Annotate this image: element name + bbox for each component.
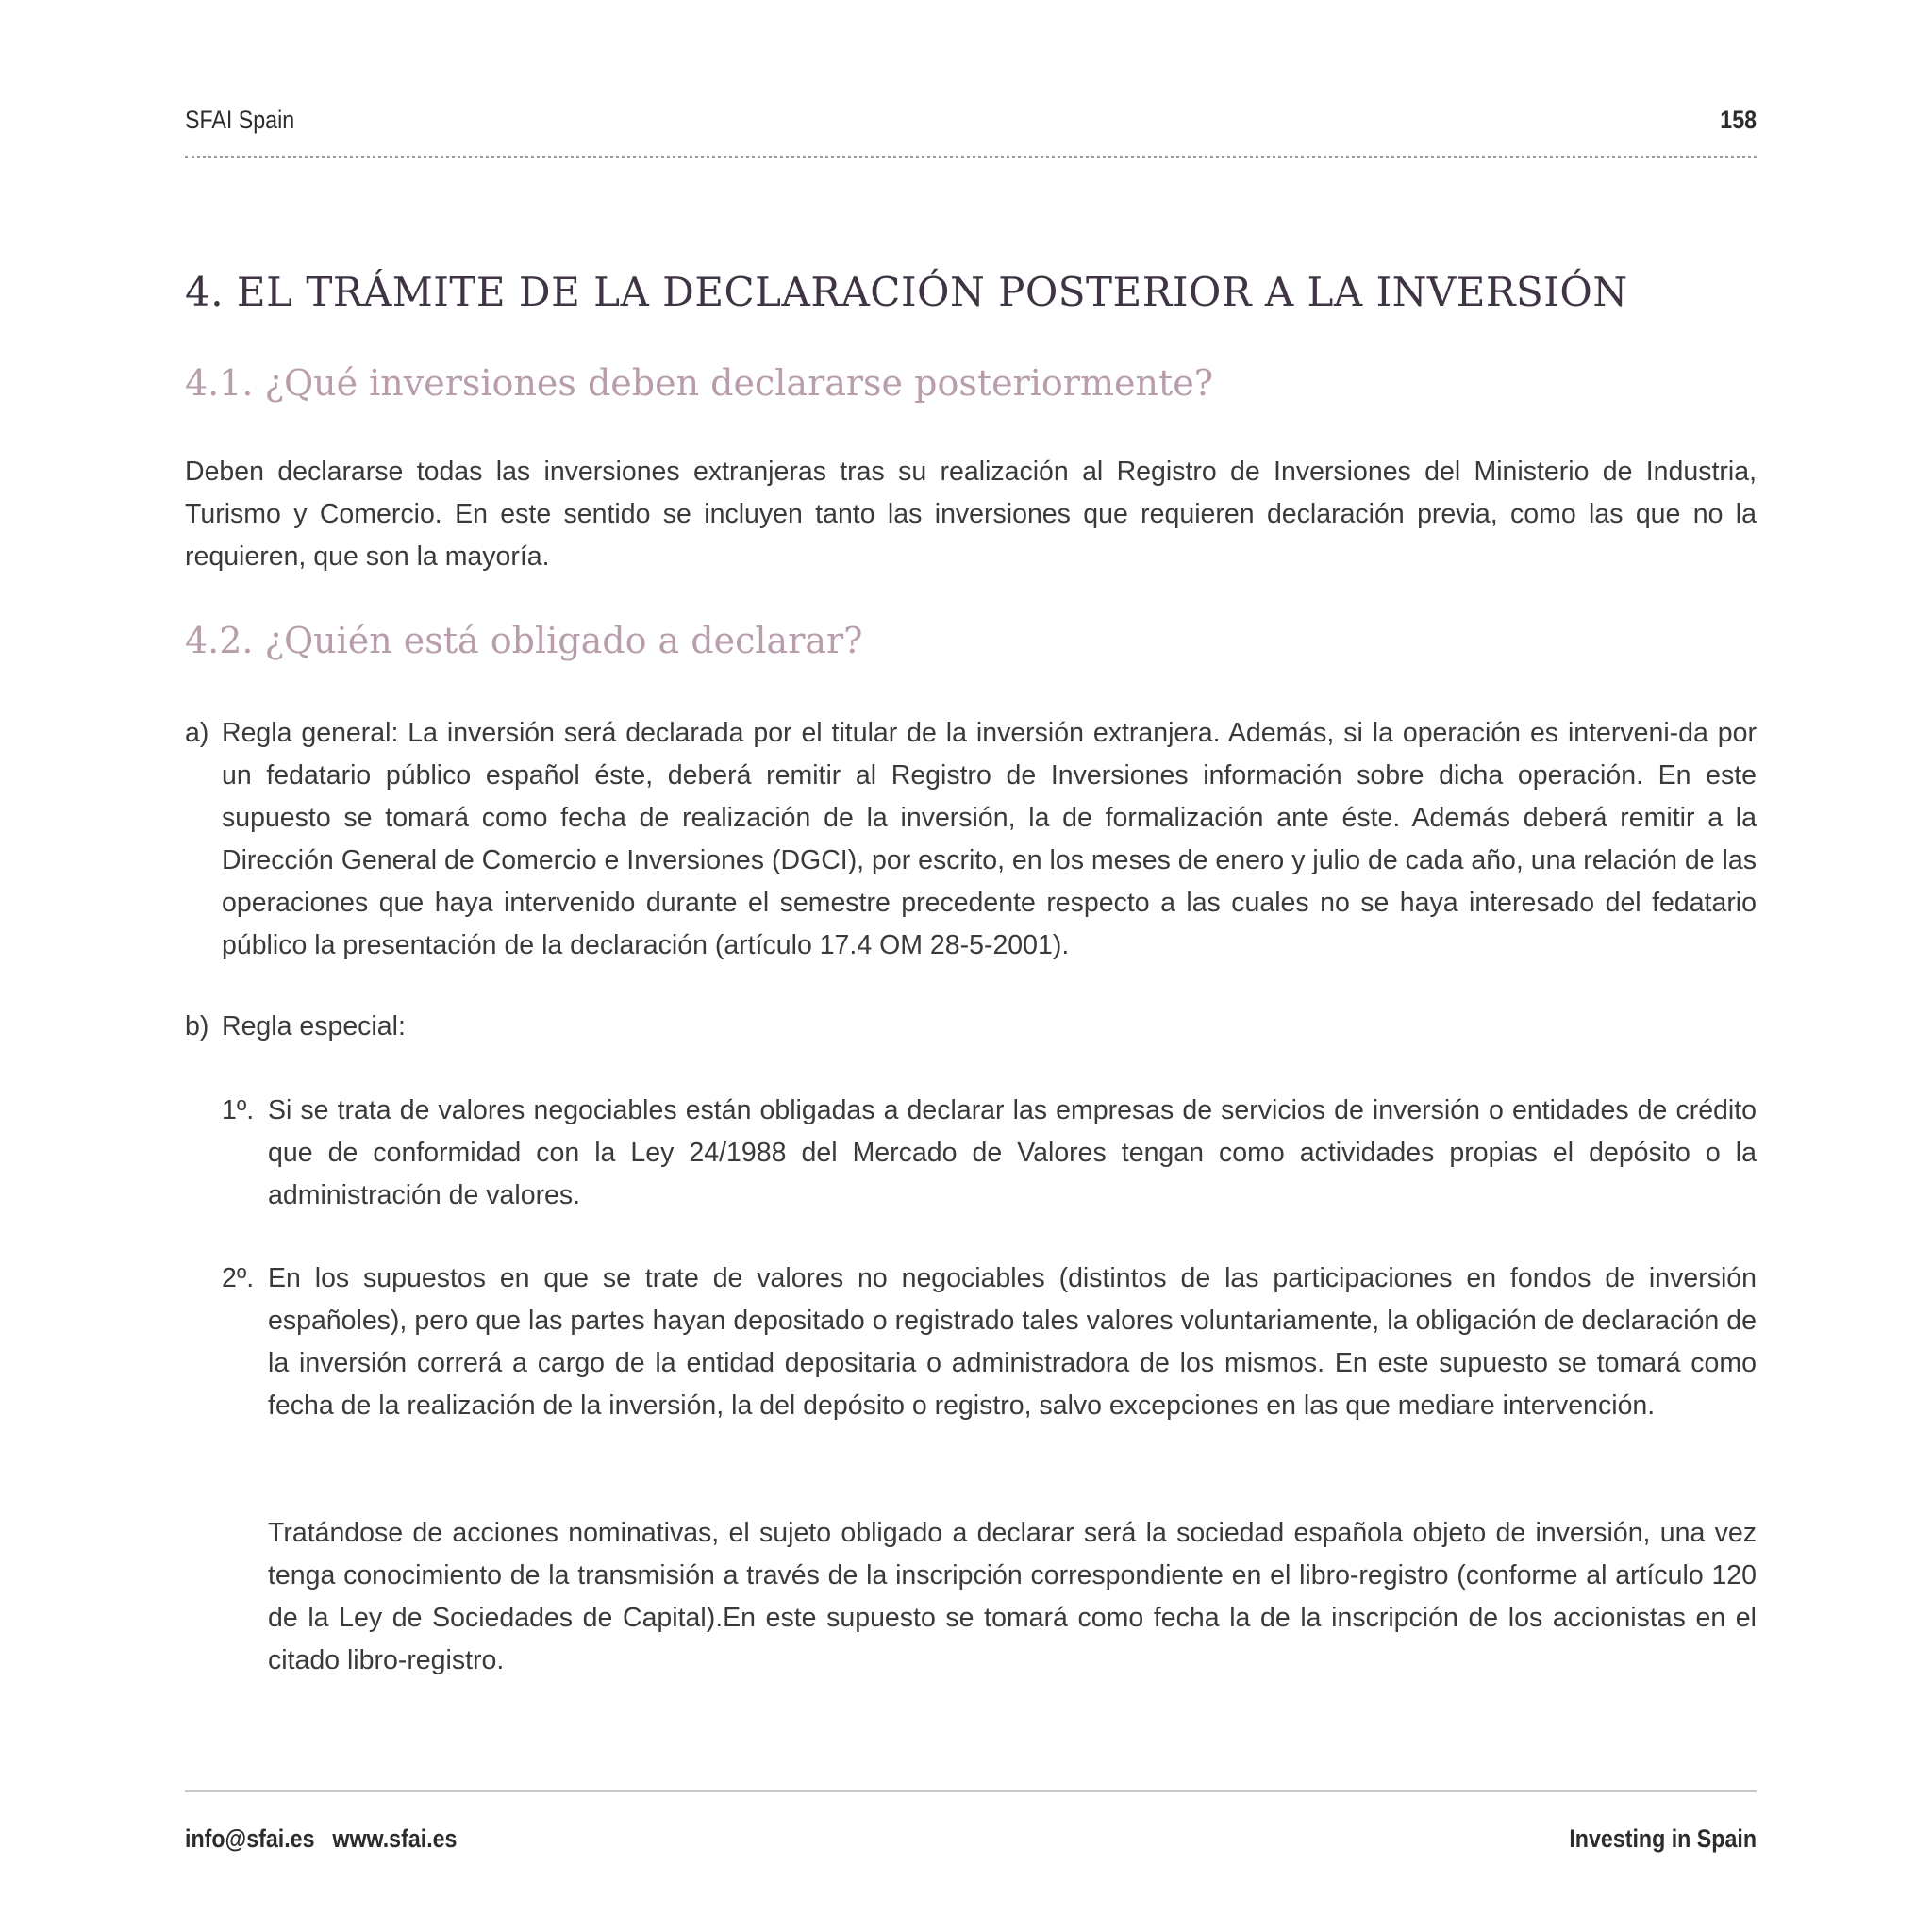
footer-website-link[interactable]: www.sfai.es [332, 1824, 458, 1853]
footer-contact [185, 1824, 457, 1854]
page-footer [185, 1824, 1757, 1862]
sub-list-item-paragraph: Tratándose de acciones nominativas, el sujeto obligado a declarar será la sociedad española objeto de inversión, una vez tenga conocimiento de la transmisión a través de la inscripción correspondiente en el libro-registro (conforme al artículo 120 de la Ley de Sociedades de Capital).En este supuesto se tomará como fecha la de la inscripción de los accionistas en el citado libro-registro. [268, 1518, 1757, 1675]
header-dotted-divider [185, 156, 1757, 158]
sub-list-item-text: Si se trata de valores negociables están obligadas a declarar las empresas de servicios de inversión o entidades de crédito que de conformidad con la Ley 24/1988 del Mercado de Valores tengan como actividades propias el depósito o la administración de valores. [268, 1095, 1757, 1210]
footer-email-link[interactable]: info@sfai.es [185, 1824, 315, 1853]
sub-list-item-text: En los supuestos en que se trate de valores no negociables (distintos de las participaciones en fondos de inversión españoles), pero que las partes hayan depositado o registrado tales valores voluntariamente, la obligación de declaración de la inversión correrá a cargo de la entidad depositaria o administradora de los mismos. En este supuesto se tomará como fecha de la realización de la inversión, la del depósito o registro, salvo excepciones en las que mediare intervención. [268, 1263, 1757, 1421]
page-header [185, 106, 1757, 143]
header-brand: SFAI Spain [185, 106, 295, 134]
sub-list-item-label: 2º. [222, 1263, 255, 1293]
chapter-title: 4. EL TRÁMITE DE LA DECLARACIÓN POSTERIOR A LA INVERSIÓN [185, 269, 1628, 315]
list-item-text: Regla general: La inversión será declarada por el titular de la inversión extranjera. Además, si la operación es interveni-da por un fedatario público español éste, deberá remitir al Registro de Inversiones información sobre dicha operación. En este supuesto se tomará como fecha de realización de la inversión, la de formalización ante éste. Además deberá remitir a la Dirección General de Comercio e Inversiones (DGCI), por escrito, en los meses de enero y julio de cada año, una relación de las operaciones que haya intervenido durante el semestre precedente respecto a las cuales no se haya interesado del fedatario público la presentación de la declaración (artículo 17.4 OM 28-5-2001). [222, 718, 1757, 960]
page-number: 158 [1720, 106, 1757, 134]
list-item-text: Regla especial: [222, 1011, 406, 1041]
footer-publication: Investing in Spain [1569, 1824, 1757, 1853]
sub-list-item-label: 1º. [222, 1095, 255, 1125]
section-body: Deben declararse todas las inversiones extranjeras tras su realización al Registro de Inversiones del Ministerio de Industria, Turismo y Comercio. En este sentido se incluyen tanto las inversiones que requieren declaración previa, como las que no la requieren, que son la mayoría. [185, 457, 1757, 572]
section-title: 4.2. ¿Quién está obligado a declarar? [185, 620, 863, 661]
document-page [185, 0, 1757, 1932]
footer-divider [185, 1790, 1757, 1792]
section-title: 4.1. ¿Qué inversiones deben declararse posteriormente? [185, 362, 1214, 404]
list-item-label: a) [185, 718, 209, 748]
list-item-label: b) [185, 1011, 209, 1041]
